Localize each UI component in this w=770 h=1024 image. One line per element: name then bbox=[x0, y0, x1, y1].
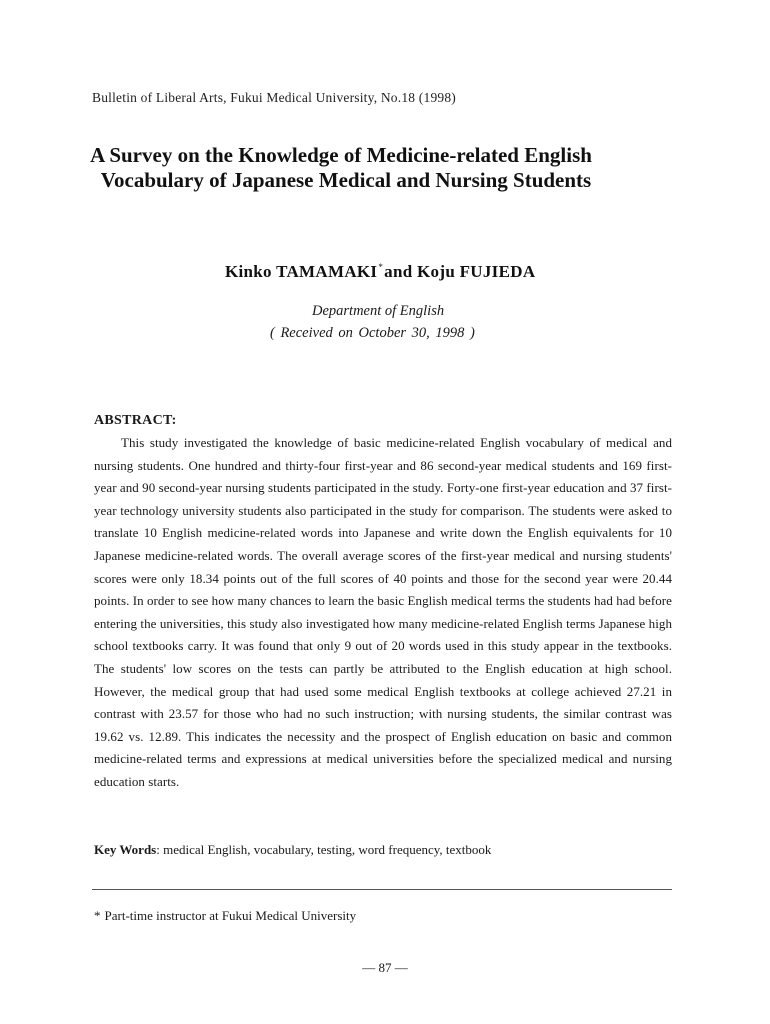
footnote bbox=[94, 908, 356, 924]
footnote-mark: * bbox=[94, 908, 101, 923]
received-date: ( Received on October 30, 1998 ) bbox=[270, 325, 475, 341]
footnote-text: Part-time instructor at Fukui Medical University bbox=[104, 908, 357, 923]
abstract-heading: ABSTRACT: bbox=[94, 413, 177, 428]
author-name: Kinko TAMAMAKI bbox=[225, 262, 378, 281]
department: Department of English bbox=[312, 303, 445, 319]
title-line-2: Vocabulary of Japanese Medical and Nursing Students bbox=[100, 168, 592, 192]
keywords-text: medical English, vocabulary, testing, word frequency, textbook bbox=[159, 842, 492, 857]
footnote-divider bbox=[92, 889, 672, 890]
page-number: — 87 — bbox=[362, 960, 408, 975]
abstract-body: This study investigated the knowledge of basic medicine-related English vocabulary of medical and nursing students. One hundred and thirty-four first-year and 86 second-year medical students and 169 first-year and 90 second-year nursing students participated in the study. Forty-one first-year education and 37 first-year technology university students also participated in the study for comparison. The students were asked to translate 10 English medicine-related words into Japanese and write down the English equivalents for 10 Japanese medicine-related words. The overall average scores of the first-year medical and nursing students' scores were only 18.34 points out of the full scores of 40 points and those for the second year were 20.44 points. In order to see how many chances to learn the basic English medical terms the students had had before entering the universities, this study also investigated how many medicine-related English terms Japanese high school textbooks carry. It was found that only 9 out of 20 words used in this study appear in the textbooks. The students' low scores on the tests can partly be attributed to the English education at high school. However, the medical group that had used some medical English textbooks at college achieved 27.21 in contrast with 23.57 for those who had no such instruction; with nursing students, the similar contrast was 19.62 vs. 12.89. This indicates the necessity and the prospect of English education on basic and common medicine-related terms and expressions at medical universities before the specialized medical and nursing education starts. bbox=[94, 435, 672, 789]
keywords-label: Key Words bbox=[94, 842, 157, 857]
author-name: Koju FUJIEDA bbox=[417, 262, 536, 281]
keywords-separator: : bbox=[156, 842, 160, 857]
journal-header: Bulletin of Liberal Arts, Fukui Medical University, No.18 (1998) bbox=[92, 90, 456, 105]
author-list bbox=[225, 262, 535, 282]
footnote-marker: * bbox=[378, 262, 384, 272]
author-conjunction: and bbox=[384, 262, 413, 281]
paper-title bbox=[0, 143, 770, 193]
title-line-1: A Survey on the Knowledge of Medicine-related English bbox=[90, 143, 592, 167]
keywords bbox=[94, 842, 672, 858]
